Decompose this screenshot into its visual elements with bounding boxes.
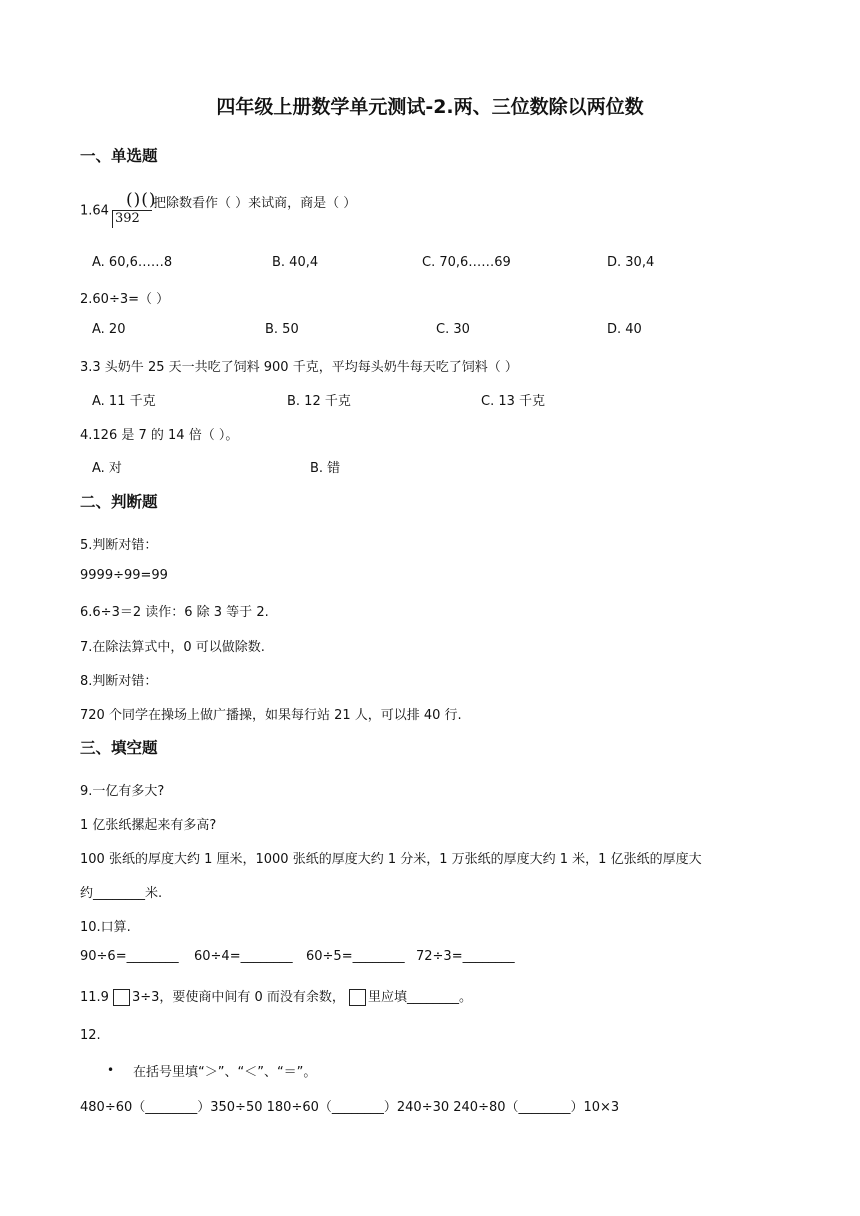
question-12-comparisons[interactable]: 480÷60（________）350÷50 180÷60（________）240÷30 240÷80（________）10×3 <box>80 1100 620 1115</box>
question-11-suffix[interactable]: 里应填________。 <box>367 990 472 1005</box>
long-division-bracket <box>112 210 113 228</box>
bullet-dot: • <box>107 1063 115 1077</box>
q3-option-c[interactable]: C. 13 千克 <box>481 394 546 409</box>
section-heading-fill-in: 三、填空题 <box>80 739 158 757</box>
q2-option-c[interactable]: C. 30 <box>436 322 470 337</box>
section-heading-single-choice: 一、单选题 <box>80 147 158 165</box>
q2-option-b[interactable]: B. 50 <box>265 322 299 337</box>
question-12-number: 12. <box>80 1028 101 1043</box>
question-11-middle: 3÷3，要使商中间有 0 而没有余数， <box>131 990 345 1005</box>
q10-item-2[interactable]: 60÷4=________ <box>194 949 293 964</box>
question-3: 3.3 头奶牛 25 天一共吃了饲料 900 千克，平均每头奶牛每天吃了饲料（ ） <box>80 360 518 375</box>
question-9-title: 9.一亿有多大? <box>80 784 165 799</box>
q4-option-a[interactable]: A. 对 <box>92 461 122 476</box>
q4-option-b[interactable]: B. 错 <box>310 461 341 476</box>
question-1-prefix: 1.64 <box>80 203 109 219</box>
question-4: 4.126 是 7 的 14 倍（ ）。 <box>80 428 239 443</box>
question-9-answer-line[interactable]: 约________米. <box>80 886 163 901</box>
q10-item-1[interactable]: 90÷6=________ <box>80 949 179 964</box>
long-division-dividend: 392 <box>114 211 140 226</box>
question-12-instruction: 在括号里填“＞”、“＜”、“＝”。 <box>133 1065 317 1080</box>
q2-option-a[interactable]: A. 20 <box>92 322 126 337</box>
question-11 <box>80 986 472 1006</box>
page-title: 四年级上册数学单元测试-2.两、三位数除以两位数 <box>216 96 644 118</box>
q10-item-3[interactable]: 60÷5=________ <box>306 949 405 964</box>
q1-option-a[interactable]: A. 60,6……8 <box>92 255 173 270</box>
blank-box[interactable] <box>113 989 130 1006</box>
q3-option-a[interactable]: A. 11 千克 <box>92 394 156 409</box>
blank-box[interactable] <box>349 989 366 1006</box>
question-5-title: 5.判断对错： <box>80 538 158 553</box>
q1-option-d[interactable]: D. 30,4 <box>607 255 655 270</box>
section-heading-true-false: 二、判断题 <box>80 493 158 511</box>
question-6: 6.6÷3＝2 读作：6 除 3 等于 2. <box>80 605 269 620</box>
question-1 <box>80 192 356 230</box>
question-2: 2.60÷3=（ ） <box>80 292 170 307</box>
q1-option-b[interactable]: B. 40,4 <box>272 255 319 270</box>
question-8-title: 8.判断对错： <box>80 674 158 689</box>
question-1-text: 把除数看作（ ）来试商，商是（ ） <box>152 195 357 211</box>
q1-option-c[interactable]: C. 70,6……69 <box>422 255 511 270</box>
q3-option-b[interactable]: B. 12 千克 <box>287 394 351 409</box>
question-8-statement: 720 个同学在操场上做广播操，如果每行站 21 人，可以排 40 行. <box>80 708 462 723</box>
long-division-quotient: ()() <box>125 190 157 210</box>
question-5-statement: 9999÷99=99 <box>80 568 168 583</box>
question-10-title: 10.口算. <box>80 920 131 935</box>
q10-item-4[interactable]: 72÷3=________ <box>416 949 515 964</box>
long-division-figure <box>110 190 157 230</box>
question-7: 7.在除法算式中，0 可以做除数. <box>80 640 265 655</box>
question-9-subtitle: 1 亿张纸摞起来有多高? <box>80 818 217 833</box>
question-11-prefix: 11.9 <box>80 990 109 1005</box>
question-9-body: 100 张纸的厚度大约 1 厘米，1000 张纸的厚度大约 1 分米，1 万张纸的厚度大约 1 米，1 亿张纸的厚度大 <box>80 852 702 867</box>
q2-option-d[interactable]: D. 40 <box>607 322 642 337</box>
